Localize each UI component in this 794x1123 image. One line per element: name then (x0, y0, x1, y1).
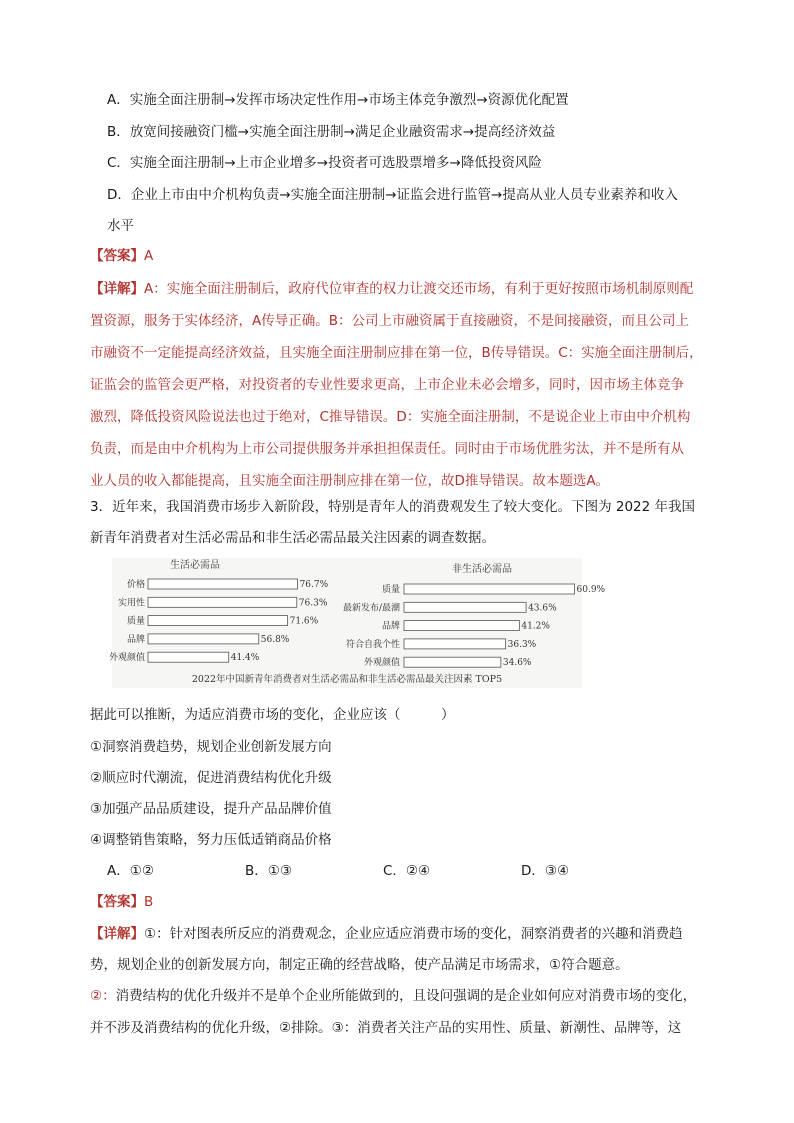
chart-caption: 2022年中国新青年消费者对生活必需品和非生活必需品最关注因素 TOP5 (191, 674, 503, 685)
q2-explain-line-4: 证监会的监管会更严格，对投资者的专业性要求更高，上市企业未必会增多，同时，因市场主体竞争 (90, 377, 684, 393)
q2-explain-line-2: 置资源，服务于实体经济，A传导正确。B：公司上市融资属于直接融资，不是间接融资，而且公司上 (90, 313, 689, 329)
answer-tag: 【答案】 (90, 894, 144, 910)
q3-explain-line-2: 势，规划企业的创新发展方向，制定正确的经营战略，使产品满足市场需求，①符合题意。 (90, 957, 629, 973)
option-d: D．企业上市由中介机构负责→实施全面注册制→证监会进行监管→提高从业人员专业素养和收入 (107, 187, 678, 203)
q2-explain-line-3: 市融资不一定能提高经济效益，且实施全面注册制应排在第一位，B传导错误。C：实施全面注册制后， (90, 345, 703, 361)
bar (148, 579, 298, 589)
explain-text: A：实施全面注册制后，政府代位审查的权力让渡交还市场，有利于更好按照市场机制原则配 (144, 281, 694, 297)
explain-tag: 【详解】 (90, 281, 144, 297)
q2-explain-line-1 (90, 279, 693, 299)
survey-chart-svg (108, 558, 606, 688)
option-c: C．实施全面注册制→上市企业增多→投资者可选股票增多→降低投资风险 (107, 155, 542, 171)
bar (404, 639, 506, 649)
q3-question: 据此可以推断，为适应消费市场的变化，企业应该（ ） (90, 707, 455, 723)
answer-tag: 【答案】 (90, 248, 144, 264)
category-label: 品牌 (381, 621, 400, 632)
explain-text: 消费结构的优化升级并不是单个企业所能做到的，且设问强调的是企业如何应对消费市场的变化， (115, 988, 697, 1004)
bar (148, 652, 229, 662)
option-b: B．放宽间接融资门槛→实施全面注册制→满足企业融资需求→提高经济效益 (107, 124, 556, 140)
bar (148, 616, 288, 626)
value-label: 60.9% (576, 585, 606, 595)
bar (404, 602, 526, 612)
value-label: 34.6% (502, 658, 532, 669)
value-label: 76.7% (299, 580, 329, 590)
q3-stem-line-1: 3．近年来，我国消费市场步入新阶段，特别是青年人的消费观发生了较大变化。下图为 2022 年我国 (90, 499, 696, 515)
category-label: 符合自我个性 (345, 639, 400, 650)
category-label: 质量 (126, 616, 145, 627)
choice-b: B．①③ (245, 863, 292, 879)
value-label: 41.2% (521, 621, 550, 632)
option-d-continued: 水平 (107, 218, 134, 234)
bar (404, 657, 501, 667)
value-label: 43.6% (528, 603, 557, 614)
explain-tag: 【详解】 (90, 926, 144, 942)
bar (148, 634, 259, 644)
bar (404, 584, 575, 594)
q2-answer (90, 246, 153, 266)
category-label: 外观颜值 (108, 653, 145, 664)
q3-answer (90, 892, 153, 912)
value-label: 71.6% (289, 616, 319, 627)
value-label: 56.8% (260, 634, 290, 645)
chart-title: 非生活必需品 (452, 564, 512, 575)
q2-explain-line-6: 负责，而是由中介机构为上市公司提供服务并承担担保责任。同时由于市场优胜劣汰，并不是所有从 (90, 441, 684, 457)
explain-text: ①：针对图表所反应的消费观念，企业应适应消费市场的变化，洞察消费者的兴趣和消费趋 (144, 926, 683, 942)
answer-value: B (144, 894, 154, 910)
choice-c: C．②④ (383, 863, 431, 879)
q2-explain-line-7: 业人员的收入都能提高，且实施全面注册制应排在第一位，故D推导错误。故本题选A。 (90, 473, 610, 489)
category-label: 品牌 (126, 634, 145, 645)
q3-stem-line-2: 新青年消费者对生活必需品和非生活必需品最关注因素的调查数据。 (90, 530, 495, 546)
q2-explain-line-5: 激烈，降低投资风险说法也过于绝对，C推导错误。D：实施全面注册制，不是说企业上市由中介机构 (90, 409, 691, 425)
answer-value: A (144, 248, 154, 264)
q3-item-4: ④调整销售策略，努力压低适销商品价格 (90, 832, 332, 848)
q3-item-2: ②顺应时代潮流，促进消费结构优化升级 (90, 770, 332, 786)
choice-d: D．③④ (521, 863, 570, 879)
bar (148, 597, 297, 607)
bar (404, 621, 519, 631)
explain-marker: ②： (90, 988, 116, 1004)
q3-choices (107, 861, 659, 881)
survey-chart (108, 558, 606, 688)
option-a: A．实施全面注册制→发挥市场决定性作用→市场主体竞争激烈→资源优化配置 (107, 92, 569, 108)
q3-explain-line-3 (90, 986, 696, 1006)
value-label: 36.3% (507, 639, 537, 650)
q3-item-1: ①洞察消费趋势，规划企业创新发展方向 (90, 739, 332, 755)
category-label: 质量 (381, 585, 400, 595)
category-label: 实用性 (117, 598, 145, 609)
q3-item-3: ③加强产品品质建设，提升产品品牌价值 (90, 801, 332, 817)
value-label: 76.3% (298, 598, 328, 609)
q3-explain-line-4: 并不涉及消费结构的优化升级，②排除。③：消费者关注产品的实用性、质量、新潮性、品牌等，这 (90, 1020, 682, 1036)
category-label: 外观颜值 (363, 658, 400, 669)
value-label: 41.4% (230, 653, 260, 664)
choice-a: A．①② (107, 863, 154, 879)
category-label: 价格 (126, 580, 145, 590)
q3-explain-line-1 (90, 924, 683, 944)
chart-title: 生活必需品 (170, 560, 220, 571)
category-label: 最新发布/最潮 (342, 603, 400, 614)
